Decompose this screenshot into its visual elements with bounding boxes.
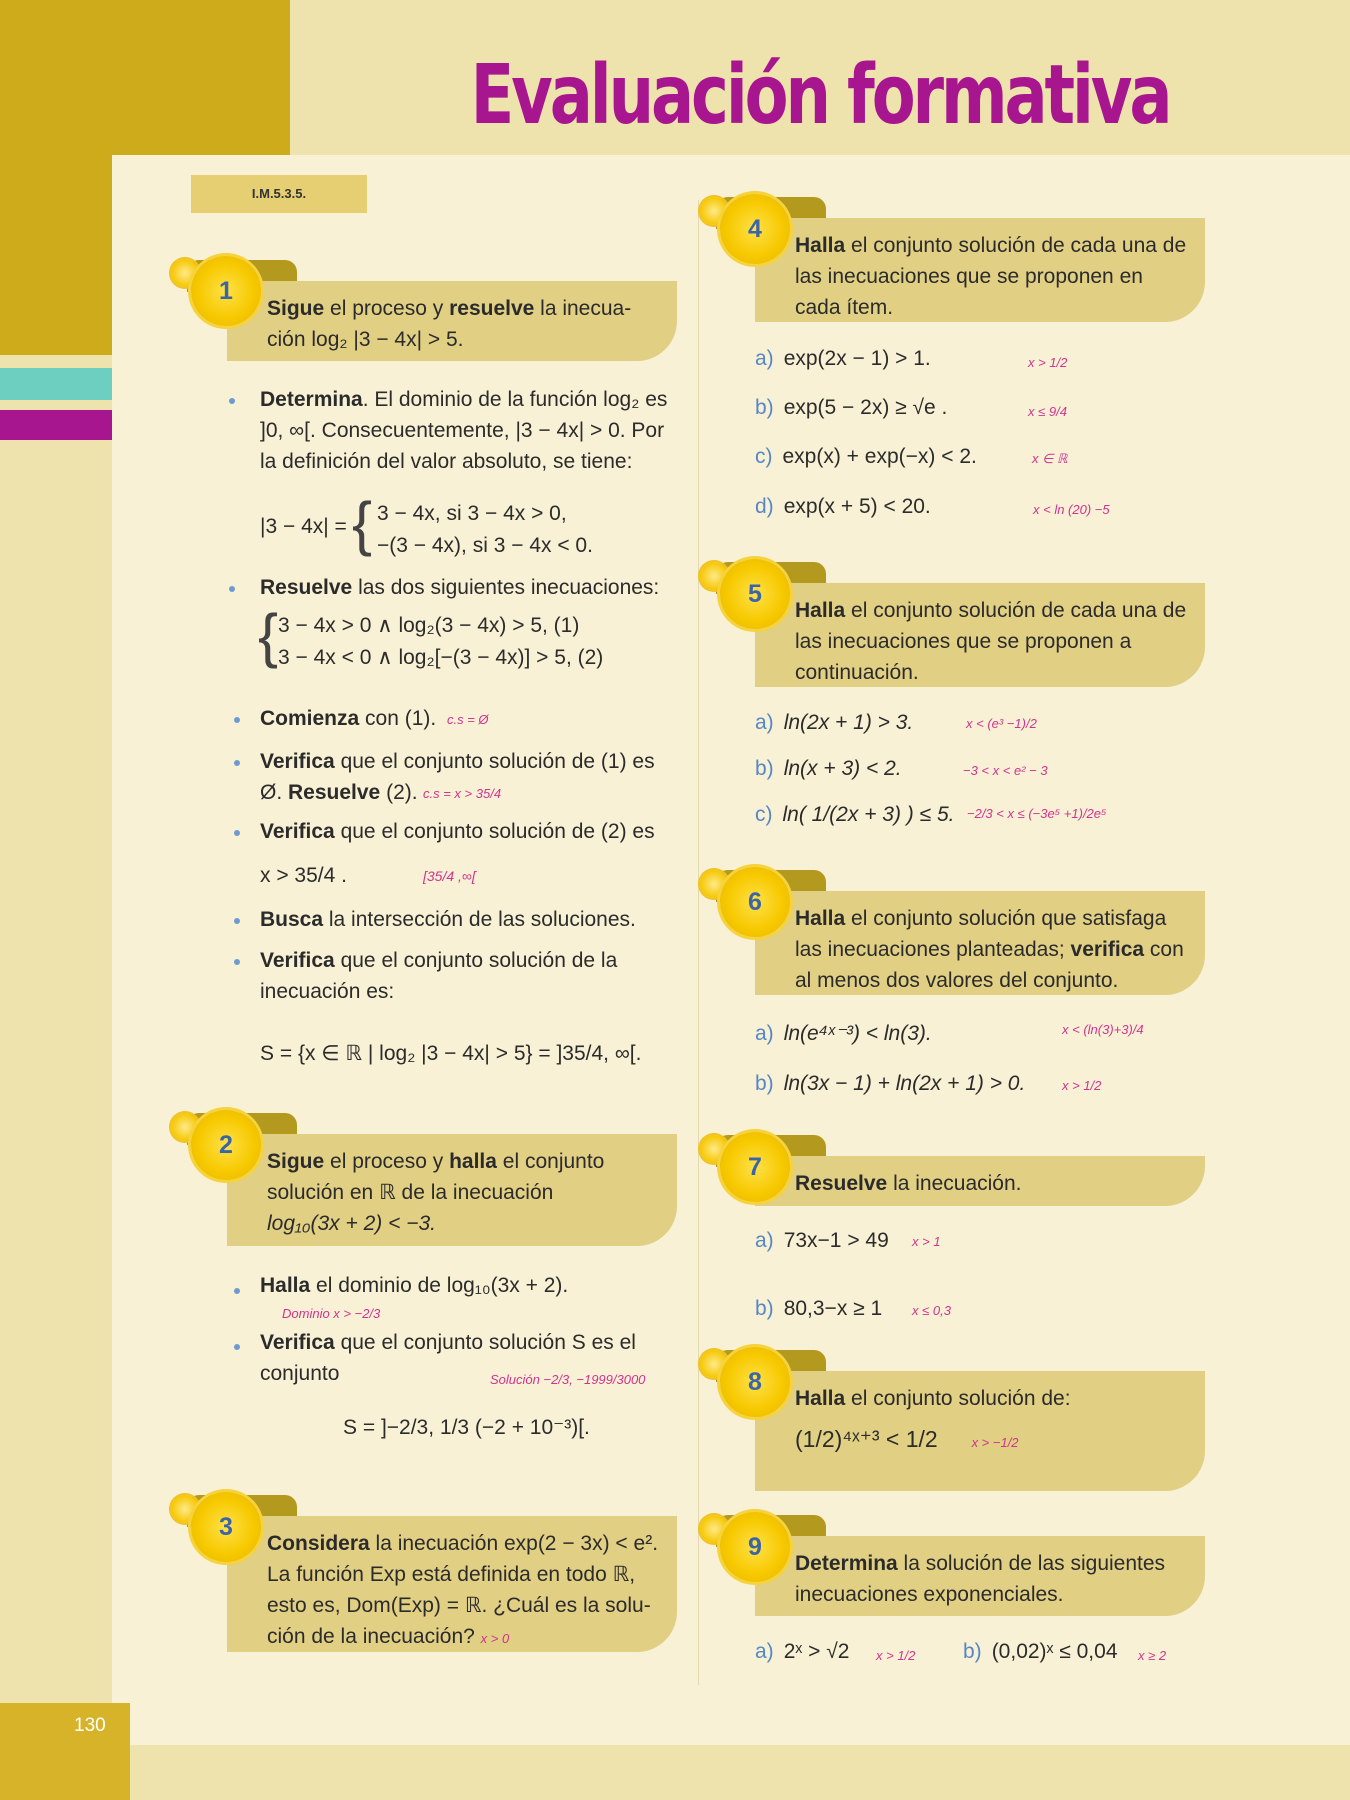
handwritten-note: x > 1 (912, 1234, 941, 1249)
exercise-item: a) ln(2x + 1) > 3. (755, 711, 914, 734)
exercise-prompt: Halla el conjunto solución de cada una de las inecuaciones que se proponen en cada ítem. (755, 218, 1205, 322)
exercise-prompt: Determina la solución de las siguientes inecuaciones exponenciales. (755, 1536, 1205, 1616)
handwritten-note: x < ln (20) −5 (1033, 502, 1110, 517)
handwritten-note: c.s = Ø (447, 712, 489, 727)
step-determina: Determina. El dominio de la función log₂ es ]0, ∞[. Consecuentemente, |3 − 4x| > 0. Por la definición del valor absoluto, se tiene: (260, 388, 668, 473)
exercise-prompt: Resuelve la inecuación. (755, 1156, 1205, 1206)
abs-case-2: −(3 − 4x), si 3 − 4x < 0. (377, 534, 593, 557)
magenta-accent-bar (0, 410, 112, 440)
exercise-item: a) ln(e⁴ˣ⁻³) < ln(3). (755, 1022, 932, 1045)
brace-glyph: { (352, 490, 373, 557)
exercise-item: b) (0,02)ˣ ≤ 0,04 (963, 1640, 1118, 1663)
exercise-item: a) exp(2x − 1) > 1. (755, 347, 931, 370)
exercise-prompt: Considera la inecuación exp(2 − 3x) < e². La función Exp está definida en todo ℝ, esto es, Dom(Exp) = ℝ. ¿Cuál es la solu- ción de la inecuación? x > 0 (227, 1516, 677, 1652)
handwritten-note: −2/3 < x ≤ (−3e⁵ +1)/2e⁵ (967, 806, 1107, 821)
exercise-number-badge: 7 (720, 1132, 790, 1202)
handwritten-note: x < (ln(3)+3)/4 (1062, 1022, 1144, 1037)
exercise-item: a) 2ˣ > √2 (755, 1640, 850, 1663)
page-title: Evaluación formativa (470, 48, 1170, 143)
page-number: 130 (74, 1715, 106, 1736)
bullet-icon (234, 918, 240, 924)
handwritten-note: x > −1/2 (971, 1435, 1019, 1450)
exercise-item: c) exp(x) + exp(−x) < 2. (755, 445, 977, 468)
handwritten-note: Solución −2/3, −1999/3000 (490, 1372, 646, 1387)
handwritten-note: x ≤ 0,3 (912, 1303, 951, 1318)
handwritten-note: [35/4 ,∞[ (423, 868, 476, 884)
handwritten-note: x > 1/2 (1028, 355, 1068, 370)
exercise-item: c) ln( 1/(2x + 3) ) ≤ 5. (755, 803, 955, 826)
exercise-number-badge: 6 (720, 867, 790, 937)
handwritten-note: x > 1/2 (1062, 1078, 1102, 1093)
bullet-icon (234, 717, 240, 723)
exercise-prompt: Halla el conjunto solución de cada una de las inecuaciones que se proponen a continuación. (755, 583, 1205, 687)
step-busca: Busca la intersección de las soluciones. (260, 908, 636, 931)
exercise-item: b) ln(x + 3) < 2. (755, 757, 902, 780)
handwritten-note: c.s = x > 35/4 (423, 786, 502, 801)
handwritten-note: Dominio x > −2/3 (282, 1306, 381, 1321)
handwritten-note: x > 1/2 (876, 1648, 916, 1663)
brace-glyph: { (258, 602, 279, 669)
exercise-item: b) 80,3−x ≥ 1 (755, 1297, 883, 1320)
step-halla: Halla el dominio de log₁₀(3x + 2). (260, 1274, 569, 1297)
column-divider (698, 200, 699, 1685)
exercise-number-badge: 4 (720, 194, 790, 264)
final-solution-set: S = {x ∈ ℝ | log₂ |3 − 4x| > 5} = ]35/4, ∞[. (260, 1042, 642, 1065)
abs-case-1: 3 − 4x, si 3 − 4x > 0, (377, 502, 567, 525)
exercise-prompt: Halla el conjunto solución de: (1/2)⁴ˣ⁺³ < 1/2 x > −1/2 (755, 1371, 1205, 1491)
exercise-item: b) ln(3x − 1) + ln(2x + 1) > 0. (755, 1072, 1026, 1095)
solution-set: S = ]−2/3, 1/3 (−2 + 10⁻³)[. (343, 1416, 590, 1439)
exercise-number-badge: 8 (720, 1347, 790, 1417)
bullet-icon (229, 586, 235, 592)
handwritten-note: x < (e³ −1)/2 (966, 716, 1037, 731)
handwritten-note: x > 0 (480, 1631, 510, 1646)
step-verifica-1: Verifica que el conjunto solución de (1) es Ø. Resuelve (2). (260, 750, 655, 804)
bullet-icon (234, 1344, 240, 1350)
bullet-icon (234, 1288, 240, 1294)
teal-accent-bar (0, 368, 112, 400)
verifica-2-result: x > 35/4 . (260, 864, 347, 887)
exercise-number-badge: 2 (191, 1110, 261, 1180)
bullet-icon (234, 830, 240, 836)
page-number-box (0, 1703, 130, 1800)
exercise-item: a) 73x−1 > 49 (755, 1229, 889, 1252)
exercise-item: d) exp(x + 5) < 20. (755, 495, 931, 518)
exercise-number-badge: 1 (191, 256, 261, 326)
step-verifica-2: Verifica que el conjunto solución de (2) es (260, 820, 655, 843)
step-comienza: Comienza con (1). (260, 707, 437, 730)
system-eq-2: 3 − 4x < 0 ∧ log₂[−(3 − 4x)] > 5, (2) (278, 646, 604, 669)
exercise-number-badge: 3 (191, 1492, 261, 1562)
handwritten-note: x ≥ 2 (1138, 1648, 1167, 1663)
handwritten-note: −3 < x < e² − 3 (963, 763, 1048, 778)
exponential-expression: (1/2)⁴ˣ⁺³ < 1/2 (795, 1426, 938, 1452)
step-verifica-3: Verifica que el conjunto solución de la inecuación es: (260, 949, 618, 1003)
bottom-strip (130, 1745, 1350, 1800)
bullet-icon (229, 398, 235, 404)
exercise-number-badge: 5 (720, 559, 790, 629)
exercise-prompt: Sigue el proceso y resuelve la inecua- ción log₂ |3 − 4x| > 5. (227, 281, 677, 361)
step-verifica: Verifica que el conjunto solución S es el conjunto (260, 1331, 636, 1385)
system-eq-1: 3 − 4x > 0 ∧ log₂(3 − 4x) > 5, (1) (278, 614, 580, 637)
bullet-icon (234, 760, 240, 766)
skill-code-tag: I.M.5.3.5. (191, 175, 367, 213)
abs-lhs: |3 − 4x| = (260, 515, 347, 538)
exercise-prompt: Sigue el proceso y halla el conjunto solución en ℝ de la inecuación log₁₀(3x + 2) < −3. (227, 1134, 677, 1246)
exercise-prompt: Halla el conjunto solución que satisfaga las inecuaciones planteadas; verifica con al menos dos valores del conjunto. (755, 891, 1205, 995)
step-resuelve: Resuelve las dos siguientes inecuaciones: (260, 576, 660, 599)
handwritten-note: x ∈ ℝ (1032, 451, 1068, 466)
handwritten-note: x ≤ 9/4 (1028, 404, 1067, 419)
exercise-item: b) exp(5 − 2x) ≥ √e . (755, 396, 948, 419)
exercise-number-badge: 9 (720, 1512, 790, 1582)
bullet-icon (234, 959, 240, 965)
